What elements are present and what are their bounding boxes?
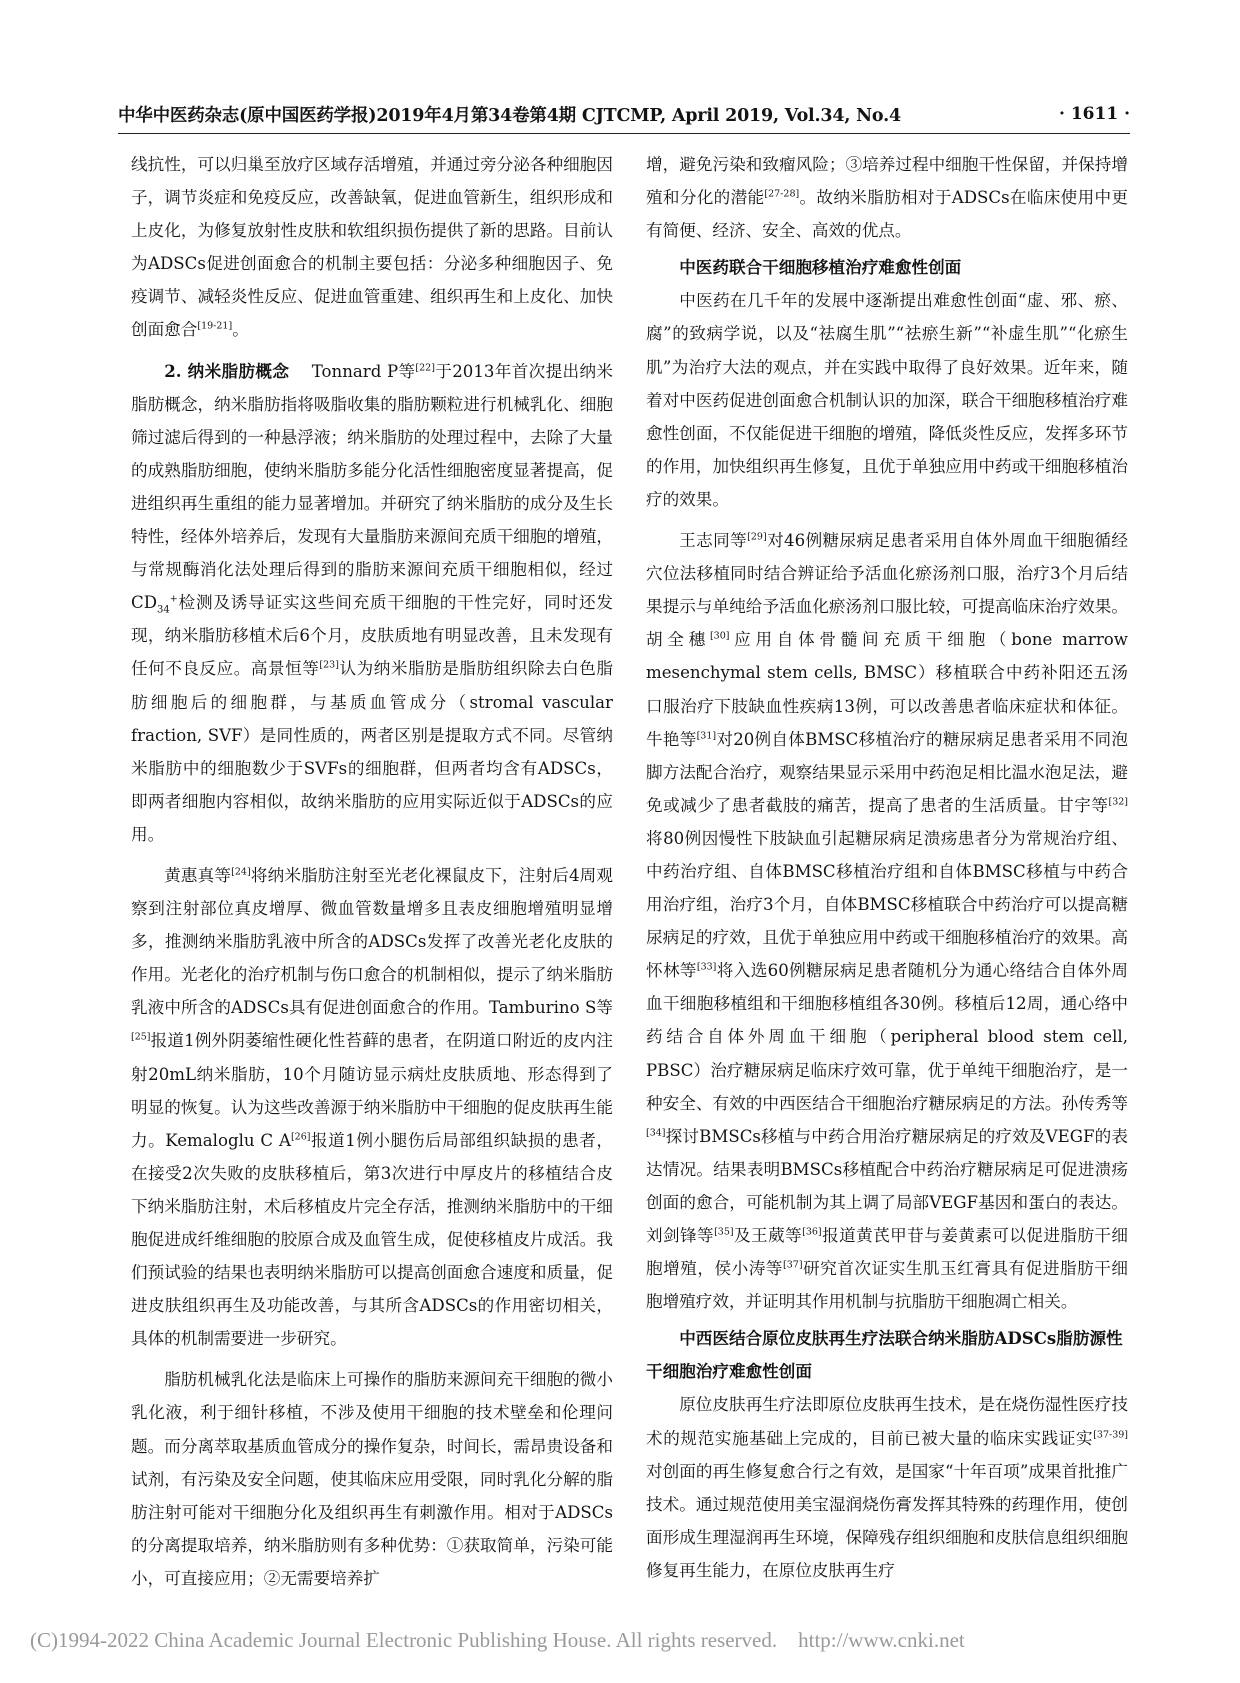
- citation-ref[interactable]: [32]: [1108, 796, 1128, 808]
- citation-ref[interactable]: [33]: [696, 961, 717, 973]
- citation-ref[interactable]: [27-28]: [764, 188, 800, 200]
- citation-ref[interactable]: [31]: [696, 730, 717, 742]
- citation-ref[interactable]: [37]: [783, 1259, 803, 1271]
- paragraph: 黄惠真等[24]将纳米脂肪注射至光老化裸鼠皮下，注射后4周观察到注射部位真皮增厚、微血管数量增多且表皮细胞增殖明显增多，推测纳米脂肪乳液中所含的ADSCs发挥了改善光老化皮肤的作用。光老化的治疗机制与伤口愈合的机制相似，提示了纳米脂肪乳液中所含的ADSCs具有促进创面愈合的作用。Tamburino S等[25]报道1例外阴萎缩性硬化性苔藓的患者，在阴道口附近的皮内注射20mL纳米脂肪，10个月随访显示病灶皮肤质地、形态得到了明显的恢复。认为这些改善源于纳米脂肪中干细胞的促皮肤再生能力。Kemaloglu C A[26]报道1例小腿伤后局部组织缺损的患者，在接受2次失败的皮肤移植后，第3次进行中厚皮片的移植结合皮下纳米脂肪注射，术后移植皮片完全存活，推测纳米脂肪中的干细胞促进成纤维细胞的胶原合成及血管生成，促使移植皮片成活。我们预试验的结果也表明纳米脂肪可以提高创面愈合速度和质量，促进皮肤组织再生及功能改善，与其所含ADSCs的作用密切相关，具体的机制需要进一步研究。: [131, 865, 614, 1349]
- citation-ref[interactable]: [22]: [415, 362, 435, 374]
- copyright-text: (C)1994-2022 China Academic Journal Electronic Publishing House. All rights reserved.: [30, 1628, 778, 1652]
- page-number: · 1611 ·: [1059, 104, 1130, 124]
- citation-ref[interactable]: [19-21]: [197, 320, 233, 332]
- running-header: [118, 96, 1130, 132]
- citation-ref[interactable]: [25]: [131, 1031, 151, 1043]
- citation-ref[interactable]: [30]: [709, 630, 730, 642]
- citation-ref[interactable]: [29]: [747, 531, 767, 543]
- paragraph: 王志同等[29]对46例糖尿病足患者采用自体外周血干细胞循经穴位法移植同时结合辨证给予活血化瘀汤剂口服，治疗3个月后结果提示与单纯给予活血化瘀汤剂口服比较，可提高临床治疗效果。胡全穗[30]应用自体骨髓间充质干细胞（bone marrow mesenchymal stem cells, BMSC）移植联合中药补阳还五汤口服治疗下肢缺血性疾病13例，可以改善患者临床症状和体征。牛艳等[31]对20例自体BMSC移植治疗的糖尿病足患者采用不同泡脚方法配合治疗，观察结果显示采用中药泡足相比温水泡足法，避免或减少了患者截肢的痛苦，提高了患者的生活质量。甘宇等[32]将80例因慢性下肢缺血引起糖尿病足溃疡患者分为常规治疗组、中药治疗组、自体BMSC移植治疗组和自体BMSC移植与中药合用治疗组，治疗3个月，自体BMSC移植联合中药治疗可以提高糖尿病足的疗效，且优于单独应用中药或干细胞移植治疗的效果。高怀林等[33]将入选60例糖尿病足患者随机分为通心络结合自体外周血干细胞移植组和干细胞移植组各30例。移植后12周，通心络中药结合自体外周血干细胞（peripheral blood stem cell, PBSC）治疗糖尿病足临床疗效可靠，优于单纯干细胞治疗，是一种安全、有效的中西医结合干细胞治疗糖尿病足的方法。孙传秀等[34]探讨BMSCs移植与中药合用治疗糖尿病足的疗效及VEGF的表达情况。结果表明BMSCs移植配合中药治疗糖尿病足可促进溃疡创面的愈合，可能机制为其上调了局部VEGF基因和蛋白的表达。刘剑锋等[35]及王葳等[36]报道黄芪甲苷与姜黄素可以促进脂肪干细胞增殖，侯小涛等[37]研究首次证实生肌玉红膏具有促进脂肪干细胞增殖疗效，并证明其作用机制与抗脂肪干细胞凋亡相关。: [646, 531, 1129, 1312]
- right-column: [646, 148, 1128, 1587]
- paragraph: 2. 纳米脂肪概念 Tonnard P等[22]于2013年首次提出纳米脂肪概念，纳米脂肪指将吸脂收集的脂肪颗粒进行机械乳化、细胞筛过滤后得到的一种悬浮液；纳米脂肪的处理过程中，去除了大量的成熟脂肪细胞，使纳米脂肪多能分化活性细胞密度显著提高，促进组织再生重组的能力显著增加。并研究了纳米脂肪的成分及生长特性，经体外培养后，发现有大量脂肪来源间充质干细胞的增殖，与常规酶消化法处理后得到的脂肪来源间充质干细胞相似，经过$CD_{34}^+$检测及诱导证实这些间充质干细胞的干性完好，同时还发现，纳米脂肪移植术后6个月，皮肤质地有明显改善，且未发现有任何不良反应。高景恒等[23]认为纳米脂肪是脂肪组织除去白色脂肪细胞后的细胞群，与基质血管成分（stromal vascular fraction, SVF）是同性质的，两者区别是提取方式不同。尽管纳米脂肪中的细胞数少于SVFs的细胞群，但两者均含有ADSCs，即两者细胞内容相似，故纳米脂肪的应用实际近似于ADSCs的应用。: [131, 360, 614, 844]
- paragraph: 脂肪机械乳化法是临床上可操作的脂肪来源间充干细胞的微小乳化液，利于细针移植，不涉及使用干细胞的技术壁垒和伦理问题。而分离萃取基质血管成分的操作复杂，时间长，需昂贵设备和试剂，有污染及安全问题，使其临床应用受限，同时乳化分解的脂肪注射可能对干细胞分化及组织再生有刺激作用。相对于ADSCs的分离提取培养，纳米脂肪则有多种优势：①获取简单，污染可能小，可直接应用；②无需要培养扩: [131, 1370, 613, 1588]
- paragraph: 中医药在几千年的发展中逐渐提出难愈性创面“虚、邪、瘀、腐”的致病学说，以及“祛腐生肌”“祛瘀生新”“补虚生肌”“化瘀生肌”为治疗大法的观点，并在实践中取得了良好效果。近年来，随着对中医药促进创面愈合机制认识的加深，联合干细胞移植治疗难愈性创面，不仅能促进干细胞的增殖，降低炎性反应，发挥多环节的作用，加快组织再生修复，且优于单独应用中药或干细胞移植治疗的效果。: [646, 291, 1128, 509]
- copyright-footer: [30, 1628, 1220, 1658]
- citation-ref[interactable]: [34]: [646, 1127, 666, 1139]
- citation-ref[interactable]: [36]: [802, 1226, 822, 1238]
- citation-ref[interactable]: [26]: [290, 1131, 311, 1143]
- journal-citation: 中华中医药杂志(原中国医药学报)2019年4月第34卷第4期 CJTCMP, April 2019, Vol.34, No.4: [118, 105, 901, 126]
- paragraph: 增，避免污染和致瘤风险；③培养过程中细胞干性保留，并保持增殖和分化的潜能[27-28]。故纳米脂肪相对于ADSCs在临床使用中更有简便、经济、安全、高效的优点。: [646, 155, 1128, 241]
- citation-ref[interactable]: [37-39]: [1093, 1429, 1128, 1441]
- section-heading: 中医药联合干细胞移植治疗难愈性创面: [679, 257, 962, 278]
- paragraph: 线抗性，可以归巢至放疗区域存活增殖，并通过旁分泌各种细胞因子，调节炎症和免疫反应，改善缺氧，促进血管新生，组织形成和上皮化，为修复放射性皮肤和软组织损伤提供了新的思路。目前认为ADSCs促进创面愈合的机制主要包括：分泌多种细胞因子、免疫调节、减轻炎性反应、促进血管重建、组织再生和上皮化、加快创面愈合[19-21]。: [131, 155, 613, 340]
- section-label: 2. 纳米脂肪概念: [164, 360, 290, 381]
- paragraph: 原位皮肤再生疗法即原位皮肤再生技术，是在烧伤湿性医疗技术的规范实施基础上完成的，目前已被大量的临床实践证实[37-39]对创面的再生修复愈合行之有效，是国家“十年百项”成果首批推广技术。通过规范使用美宝湿润烧伤膏发挥其特殊的药理作用，使创面形成生理湿润再生环境，保障残存组织细胞和皮肤信息组织细胞修复再生能力，在原位皮肤再生疗: [646, 1395, 1128, 1580]
- left-column: [131, 148, 613, 1595]
- citation-ref[interactable]: [23]: [319, 659, 339, 671]
- section-heading: 中西医结合原位皮肤再生疗法联合纳米脂肪ADSCs脂肪源性干细胞治疗难愈性创面: [646, 1328, 1123, 1382]
- citation-ref[interactable]: [35]: [714, 1226, 734, 1238]
- citation-ref[interactable]: [24]: [231, 866, 251, 878]
- header-rule: [118, 133, 1130, 134]
- footer-url-link[interactable]: http://www.cnki.net: [798, 1628, 965, 1652]
